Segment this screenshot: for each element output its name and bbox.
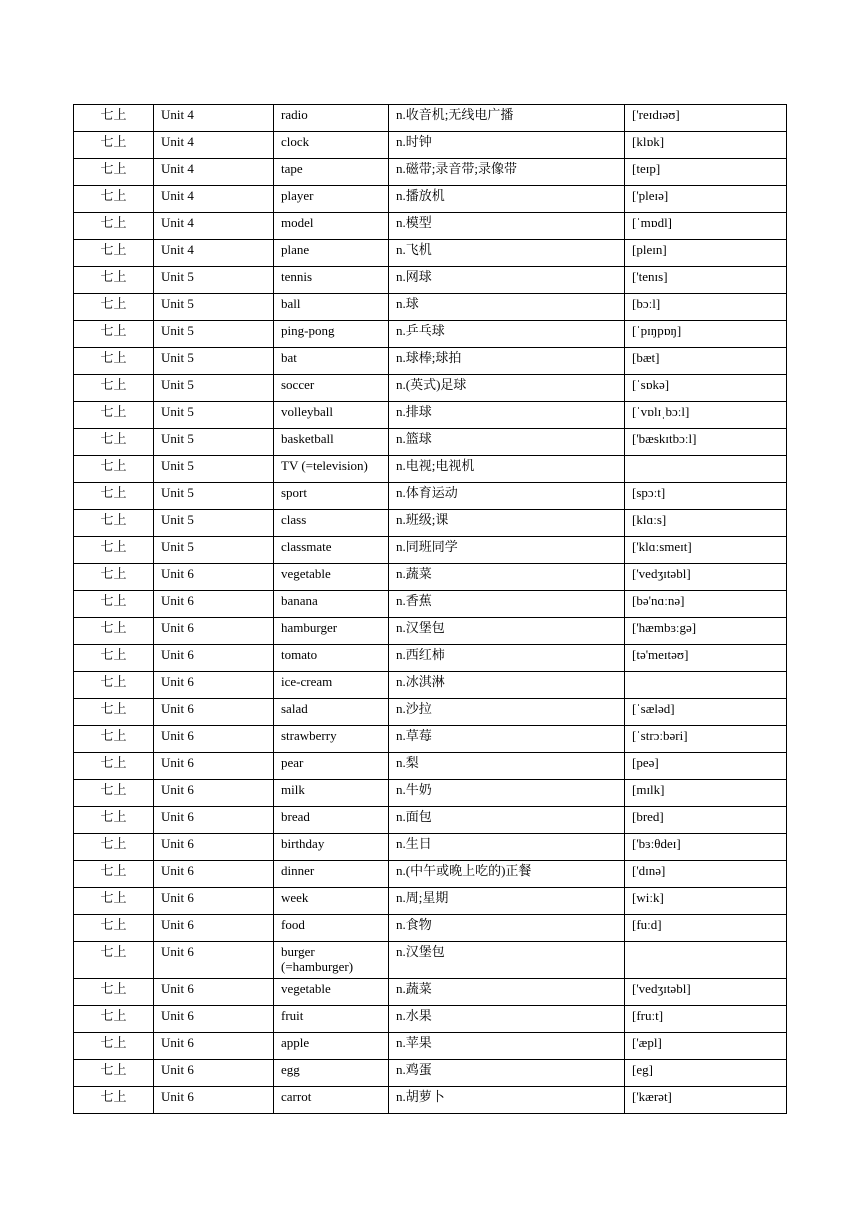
meaning-cell: n.沙拉: [389, 699, 625, 726]
grade-cell: 七上: [74, 672, 154, 699]
grade-cell: 七上: [74, 510, 154, 537]
unit-cell: Unit 6: [154, 834, 274, 861]
meaning-cell: n.西红柿: [389, 645, 625, 672]
meaning-cell: n.磁带;录音带;录像带: [389, 159, 625, 186]
word-cell: clock: [274, 132, 389, 159]
phonetic-cell: ['vedʒɪtəbl]: [625, 979, 787, 1006]
word-cell: tomato: [274, 645, 389, 672]
phonetic-cell: ['reɪdɪəʊ]: [625, 105, 787, 132]
grade-cell: 七上: [74, 429, 154, 456]
meaning-cell: n.苹果: [389, 1033, 625, 1060]
unit-cell: Unit 5: [154, 267, 274, 294]
table-row: [74, 979, 787, 1006]
word-cell: basketball: [274, 429, 389, 456]
table-row: [74, 942, 787, 979]
meaning-cell: n.篮球: [389, 429, 625, 456]
unit-cell: Unit 5: [154, 429, 274, 456]
table-row: [74, 753, 787, 780]
table-row: [74, 402, 787, 429]
meaning-cell: n.收音机;无线电广播: [389, 105, 625, 132]
unit-cell: Unit 6: [154, 591, 274, 618]
meaning-cell: n.体育运动: [389, 483, 625, 510]
table-row: [74, 375, 787, 402]
vocabulary-table: [73, 104, 787, 1114]
grade-cell: 七上: [74, 321, 154, 348]
meaning-cell: n.汉堡包: [389, 942, 625, 979]
phonetic-cell: [625, 942, 787, 979]
meaning-cell: n.球: [389, 294, 625, 321]
word-cell: plane: [274, 240, 389, 267]
table-row: [74, 915, 787, 942]
unit-cell: Unit 5: [154, 294, 274, 321]
unit-cell: Unit 6: [154, 564, 274, 591]
meaning-cell: n.模型: [389, 213, 625, 240]
phonetic-cell: [wiːk]: [625, 888, 787, 915]
word-cell: classmate: [274, 537, 389, 564]
table-row: [74, 1087, 787, 1114]
grade-cell: 七上: [74, 726, 154, 753]
table-row: [74, 429, 787, 456]
word-cell: food: [274, 915, 389, 942]
meaning-cell: n.蔬菜: [389, 979, 625, 1006]
unit-cell: Unit 5: [154, 456, 274, 483]
word-cell: tape: [274, 159, 389, 186]
word-cell: ice-cream: [274, 672, 389, 699]
phonetic-cell: [ˈmɒdl]: [625, 213, 787, 240]
grade-cell: 七上: [74, 699, 154, 726]
unit-cell: Unit 5: [154, 537, 274, 564]
phonetic-cell: [625, 456, 787, 483]
phonetic-cell: ['kærət]: [625, 1087, 787, 1114]
meaning-cell: n.球棒;球拍: [389, 348, 625, 375]
grade-cell: 七上: [74, 1033, 154, 1060]
word-cell: volleyball: [274, 402, 389, 429]
meaning-cell: n.胡萝卜: [389, 1087, 625, 1114]
phonetic-cell: ['tenɪs]: [625, 267, 787, 294]
unit-cell: Unit 5: [154, 402, 274, 429]
word-cell: apple: [274, 1033, 389, 1060]
phonetic-cell: [peə]: [625, 753, 787, 780]
grade-cell: 七上: [74, 105, 154, 132]
word-cell: burger (=hamburger): [274, 942, 389, 979]
meaning-cell: n.食物: [389, 915, 625, 942]
table-row: [74, 807, 787, 834]
unit-cell: Unit 6: [154, 618, 274, 645]
table-row: [74, 510, 787, 537]
word-cell: tennis: [274, 267, 389, 294]
table-row: [74, 1033, 787, 1060]
meaning-cell: n.牛奶: [389, 780, 625, 807]
grade-cell: 七上: [74, 456, 154, 483]
word-cell: milk: [274, 780, 389, 807]
unit-cell: Unit 4: [154, 105, 274, 132]
grade-cell: 七上: [74, 942, 154, 979]
phonetic-cell: ['klɑːsmeɪt]: [625, 537, 787, 564]
phonetic-cell: [bæt]: [625, 348, 787, 375]
meaning-cell: n.排球: [389, 402, 625, 429]
grade-cell: 七上: [74, 591, 154, 618]
grade-cell: 七上: [74, 159, 154, 186]
unit-cell: Unit 6: [154, 807, 274, 834]
word-cell: vegetable: [274, 979, 389, 1006]
table-row: [74, 321, 787, 348]
table-row: [74, 186, 787, 213]
grade-cell: 七上: [74, 645, 154, 672]
phonetic-cell: [eg]: [625, 1060, 787, 1087]
grade-cell: 七上: [74, 564, 154, 591]
meaning-cell: n.时钟: [389, 132, 625, 159]
word-cell: carrot: [274, 1087, 389, 1114]
unit-cell: Unit 6: [154, 915, 274, 942]
meaning-cell: n.鸡蛋: [389, 1060, 625, 1087]
unit-cell: Unit 6: [154, 699, 274, 726]
table-row: [74, 294, 787, 321]
table-row: [74, 132, 787, 159]
unit-cell: Unit 5: [154, 321, 274, 348]
grade-cell: 七上: [74, 1006, 154, 1033]
table-row: [74, 672, 787, 699]
meaning-cell: n.飞机: [389, 240, 625, 267]
grade-cell: 七上: [74, 348, 154, 375]
table-row: [74, 861, 787, 888]
table-row: [74, 618, 787, 645]
phonetic-cell: [ˈvɒlɪˌbɔːl]: [625, 402, 787, 429]
word-cell: soccer: [274, 375, 389, 402]
word-cell: hamburger: [274, 618, 389, 645]
word-cell: TV (=television): [274, 456, 389, 483]
word-cell: model: [274, 213, 389, 240]
grade-cell: 七上: [74, 979, 154, 1006]
meaning-cell: n.播放机: [389, 186, 625, 213]
table-row: [74, 483, 787, 510]
grade-cell: 七上: [74, 375, 154, 402]
unit-cell: Unit 6: [154, 942, 274, 979]
meaning-cell: n.汉堡包: [389, 618, 625, 645]
meaning-cell: n.香蕉: [389, 591, 625, 618]
phonetic-cell: [ˈpɪŋpɒŋ]: [625, 321, 787, 348]
grade-cell: 七上: [74, 888, 154, 915]
unit-cell: Unit 4: [154, 240, 274, 267]
table-row: [74, 537, 787, 564]
phonetic-cell: [ˈstrɔːbəri]: [625, 726, 787, 753]
phonetic-cell: ['bæskɪtbɔːl]: [625, 429, 787, 456]
phonetic-cell: [tə'meɪtəʊ]: [625, 645, 787, 672]
meaning-cell: n.班级;课: [389, 510, 625, 537]
grade-cell: 七上: [74, 240, 154, 267]
grade-cell: 七上: [74, 1060, 154, 1087]
grade-cell: 七上: [74, 402, 154, 429]
table-row: [74, 456, 787, 483]
word-cell: week: [274, 888, 389, 915]
unit-cell: Unit 5: [154, 510, 274, 537]
word-cell: bread: [274, 807, 389, 834]
phonetic-cell: [bə'nɑːnə]: [625, 591, 787, 618]
meaning-cell: n.(英式)足球: [389, 375, 625, 402]
phonetic-cell: [ˈsɒkə]: [625, 375, 787, 402]
meaning-cell: n.电视;电视机: [389, 456, 625, 483]
phonetic-cell: ['pleɪə]: [625, 186, 787, 213]
table-row: [74, 645, 787, 672]
meaning-cell: n.网球: [389, 267, 625, 294]
meaning-cell: n.生日: [389, 834, 625, 861]
word-cell: fruit: [274, 1006, 389, 1033]
phonetic-cell: ['dɪnə]: [625, 861, 787, 888]
meaning-cell: n.同班同学: [389, 537, 625, 564]
phonetic-cell: [625, 672, 787, 699]
grade-cell: 七上: [74, 186, 154, 213]
grade-cell: 七上: [74, 807, 154, 834]
word-cell: strawberry: [274, 726, 389, 753]
meaning-cell: n.周;星期: [389, 888, 625, 915]
table-row: [74, 834, 787, 861]
meaning-cell: n.面包: [389, 807, 625, 834]
table-row: [74, 105, 787, 132]
unit-cell: Unit 4: [154, 159, 274, 186]
phonetic-cell: ['vedʒɪtəbl]: [625, 564, 787, 591]
grade-cell: 七上: [74, 213, 154, 240]
word-cell: vegetable: [274, 564, 389, 591]
phonetic-cell: ['hæmbɜːgə]: [625, 618, 787, 645]
meaning-cell: n.(中午或晚上吃的)正餐: [389, 861, 625, 888]
word-cell: class: [274, 510, 389, 537]
word-cell: ping-pong: [274, 321, 389, 348]
phonetic-cell: [fruːt]: [625, 1006, 787, 1033]
unit-cell: Unit 4: [154, 132, 274, 159]
unit-cell: Unit 4: [154, 213, 274, 240]
grade-cell: 七上: [74, 132, 154, 159]
phonetic-cell: [bred]: [625, 807, 787, 834]
word-cell: egg: [274, 1060, 389, 1087]
unit-cell: Unit 5: [154, 348, 274, 375]
table-row: [74, 564, 787, 591]
grade-cell: 七上: [74, 834, 154, 861]
table-row: [74, 1060, 787, 1087]
word-cell: birthday: [274, 834, 389, 861]
phonetic-cell: [bɔːl]: [625, 294, 787, 321]
unit-cell: Unit 6: [154, 888, 274, 915]
unit-cell: Unit 6: [154, 1060, 274, 1087]
meaning-cell: n.冰淇淋: [389, 672, 625, 699]
grade-cell: 七上: [74, 618, 154, 645]
unit-cell: Unit 6: [154, 1006, 274, 1033]
grade-cell: 七上: [74, 483, 154, 510]
grade-cell: 七上: [74, 915, 154, 942]
table-row: [74, 780, 787, 807]
grade-cell: 七上: [74, 1087, 154, 1114]
unit-cell: Unit 6: [154, 672, 274, 699]
phonetic-cell: [fuːd]: [625, 915, 787, 942]
word-cell: pear: [274, 753, 389, 780]
phonetic-cell: ['æpl]: [625, 1033, 787, 1060]
word-cell: salad: [274, 699, 389, 726]
table-row: [74, 888, 787, 915]
word-cell: player: [274, 186, 389, 213]
grade-cell: 七上: [74, 861, 154, 888]
unit-cell: Unit 6: [154, 1033, 274, 1060]
table-row: [74, 1006, 787, 1033]
phonetic-cell: [ˈsæləd]: [625, 699, 787, 726]
phonetic-cell: [pleɪn]: [625, 240, 787, 267]
unit-cell: Unit 6: [154, 726, 274, 753]
grade-cell: 七上: [74, 537, 154, 564]
table-row: [74, 348, 787, 375]
word-cell: sport: [274, 483, 389, 510]
word-cell: ball: [274, 294, 389, 321]
phonetic-cell: [klɑːs]: [625, 510, 787, 537]
grade-cell: 七上: [74, 753, 154, 780]
grade-cell: 七上: [74, 780, 154, 807]
phonetic-cell: [klɒk]: [625, 132, 787, 159]
phonetic-cell: [mɪlk]: [625, 780, 787, 807]
grade-cell: 七上: [74, 294, 154, 321]
phonetic-cell: ['bɜːθdeɪ]: [625, 834, 787, 861]
unit-cell: Unit 6: [154, 645, 274, 672]
table-row: [74, 267, 787, 294]
word-cell: dinner: [274, 861, 389, 888]
grade-cell: 七上: [74, 267, 154, 294]
unit-cell: Unit 6: [154, 1087, 274, 1114]
phonetic-cell: [teɪp]: [625, 159, 787, 186]
table-row: [74, 699, 787, 726]
table-row: [74, 240, 787, 267]
unit-cell: Unit 6: [154, 979, 274, 1006]
table-row: [74, 726, 787, 753]
meaning-cell: n.草莓: [389, 726, 625, 753]
unit-cell: Unit 6: [154, 753, 274, 780]
phonetic-cell: [spɔːt]: [625, 483, 787, 510]
meaning-cell: n.梨: [389, 753, 625, 780]
unit-cell: Unit 4: [154, 186, 274, 213]
unit-cell: Unit 6: [154, 861, 274, 888]
unit-cell: Unit 6: [154, 780, 274, 807]
table-row: [74, 159, 787, 186]
table-row: [74, 213, 787, 240]
unit-cell: Unit 5: [154, 483, 274, 510]
meaning-cell: n.蔬菜: [389, 564, 625, 591]
meaning-cell: n.水果: [389, 1006, 625, 1033]
meaning-cell: n.乒乓球: [389, 321, 625, 348]
vocabulary-table-body: [74, 105, 787, 1114]
word-cell: banana: [274, 591, 389, 618]
table-row: [74, 591, 787, 618]
word-cell: radio: [274, 105, 389, 132]
unit-cell: Unit 5: [154, 375, 274, 402]
word-cell: bat: [274, 348, 389, 375]
